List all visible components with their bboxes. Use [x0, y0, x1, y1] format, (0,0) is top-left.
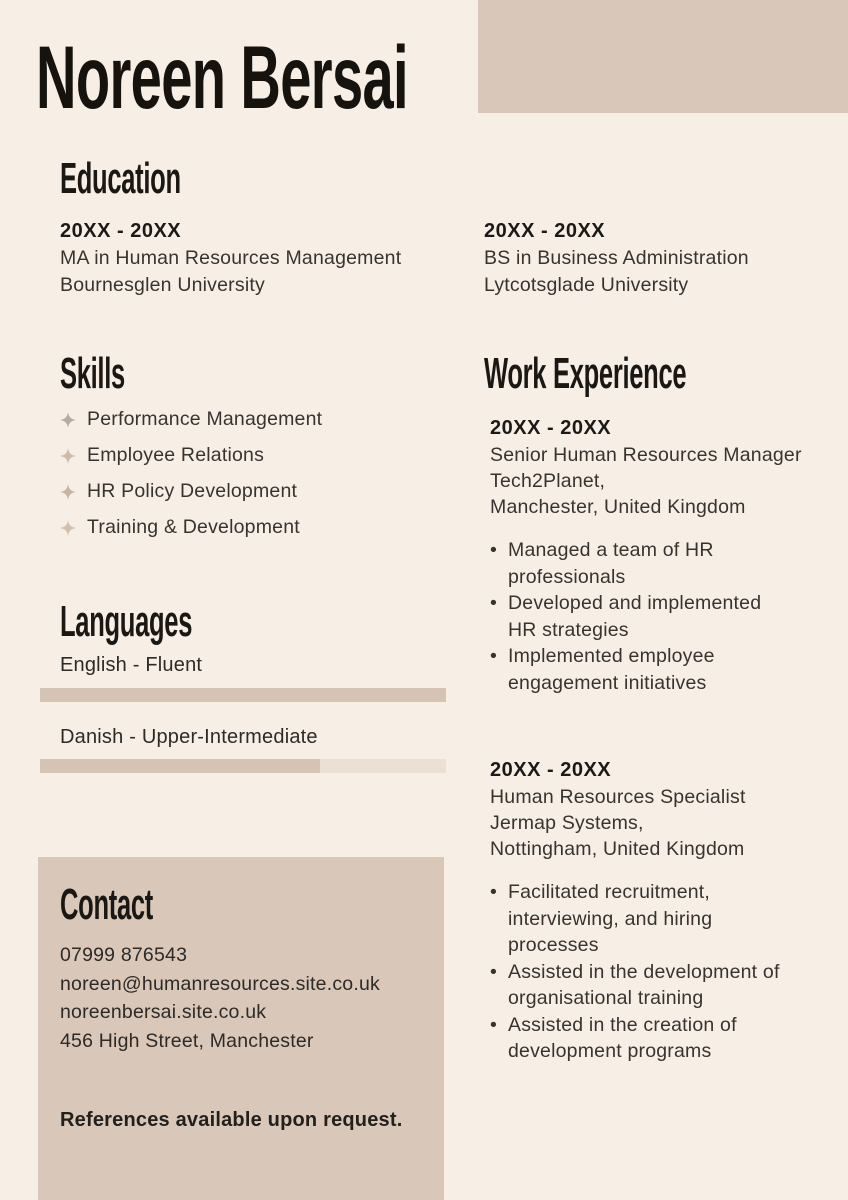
header-accent-block — [478, 0, 848, 113]
contact-phone: 07999 876543 — [60, 944, 188, 966]
job-location: Manchester, United Kingdom — [490, 496, 746, 518]
job-bullet — [490, 879, 790, 959]
sparkle-star-icon — [60, 520, 76, 536]
sparkle-star-icon — [60, 484, 76, 500]
education-degree: MA in Human Resources Management — [60, 247, 402, 269]
job-bullet — [490, 537, 790, 590]
job-bullet — [490, 1012, 790, 1065]
references-note: References available upon request. — [60, 1109, 403, 1131]
sparkle-star-icon — [60, 448, 76, 464]
education-dates: 20XX - 20XX — [60, 220, 182, 242]
languages-heading: Languages — [60, 597, 193, 646]
job-company: Tech2Planet, — [490, 470, 606, 492]
job-entry — [490, 757, 825, 1065]
job-bullet — [490, 590, 790, 643]
education-school: Lytcotsglade University — [484, 274, 689, 296]
skill-label: Performance Management — [87, 408, 323, 430]
job-bullet-text: Assisted in the development of organisational training — [508, 960, 780, 1009]
bullet-dot: • — [490, 539, 498, 561]
job-bullet — [490, 959, 790, 1012]
skill-item — [60, 480, 322, 503]
skills-heading: Skills — [60, 349, 125, 398]
job-bullet-text: Facilitated recruitment, interviewing, and hiring processes — [508, 881, 713, 956]
contact-address: 456 High Street, Manchester — [60, 1029, 314, 1052]
language-level-fill — [40, 688, 446, 702]
skill-item — [60, 408, 322, 431]
contact-lines — [60, 941, 380, 1055]
job-bullet-text: Assisted in the creation of development programs — [508, 1013, 737, 1062]
contact-panel — [38, 857, 444, 1200]
job-bullets — [490, 879, 790, 1065]
job-company: Jermap Systems, — [490, 812, 644, 834]
work-experience-heading: Work Experience — [484, 349, 687, 398]
skill-label: Employee Relations — [87, 444, 265, 466]
contact-email: noreen@humanresources.site.co.uk — [60, 972, 380, 995]
sparkle-star-icon — [60, 412, 76, 428]
bullet-dot: • — [490, 881, 498, 903]
skill-item — [60, 444, 322, 467]
job-dates: 20XX - 20XX — [490, 417, 612, 439]
education-degree: BS in Business Administration — [484, 247, 749, 269]
bullet-dot: • — [490, 645, 498, 667]
page-title: Noreen Bersai — [36, 27, 409, 127]
job-dates: 20XX - 20XX — [490, 759, 612, 781]
job-bullet-text: Implemented employee engagement initiatives — [508, 645, 715, 694]
job-title: Senior Human Resources Manager — [490, 444, 802, 466]
language-level-fill — [40, 759, 320, 773]
language-level-bar — [40, 759, 446, 773]
skill-label: HR Policy Development — [87, 480, 298, 502]
skill-label: Training & Development — [87, 516, 300, 538]
job-bullet — [490, 643, 790, 696]
skills-list — [60, 408, 322, 552]
contact-heading: Contact — [60, 880, 153, 929]
contact-website: noreenbersai.site.co.uk — [60, 1001, 267, 1023]
language-label: English - Fluent — [60, 654, 203, 676]
skill-item — [60, 516, 322, 539]
bullet-dot: • — [490, 960, 498, 983]
education-entry — [60, 218, 460, 299]
job-location: Nottingham, United Kingdom — [490, 838, 745, 860]
education-entry — [484, 218, 848, 299]
education-dates: 20XX - 20XX — [484, 220, 606, 242]
job-bullet-text: Developed and implemented HR strategies — [508, 592, 762, 641]
bullet-dot: • — [490, 1013, 498, 1036]
education-school: Bournesglen University — [60, 274, 265, 296]
bullet-dot: • — [490, 592, 498, 614]
job-entry — [490, 415, 825, 696]
education-heading: Education — [60, 154, 181, 203]
language-level-bar — [40, 688, 446, 702]
job-bullet-text: Managed a team of HR professionals — [508, 539, 714, 588]
job-title: Human Resources Specialist — [490, 786, 746, 808]
language-label: Danish - Upper-Intermediate — [60, 726, 318, 748]
job-bullets — [490, 537, 790, 696]
